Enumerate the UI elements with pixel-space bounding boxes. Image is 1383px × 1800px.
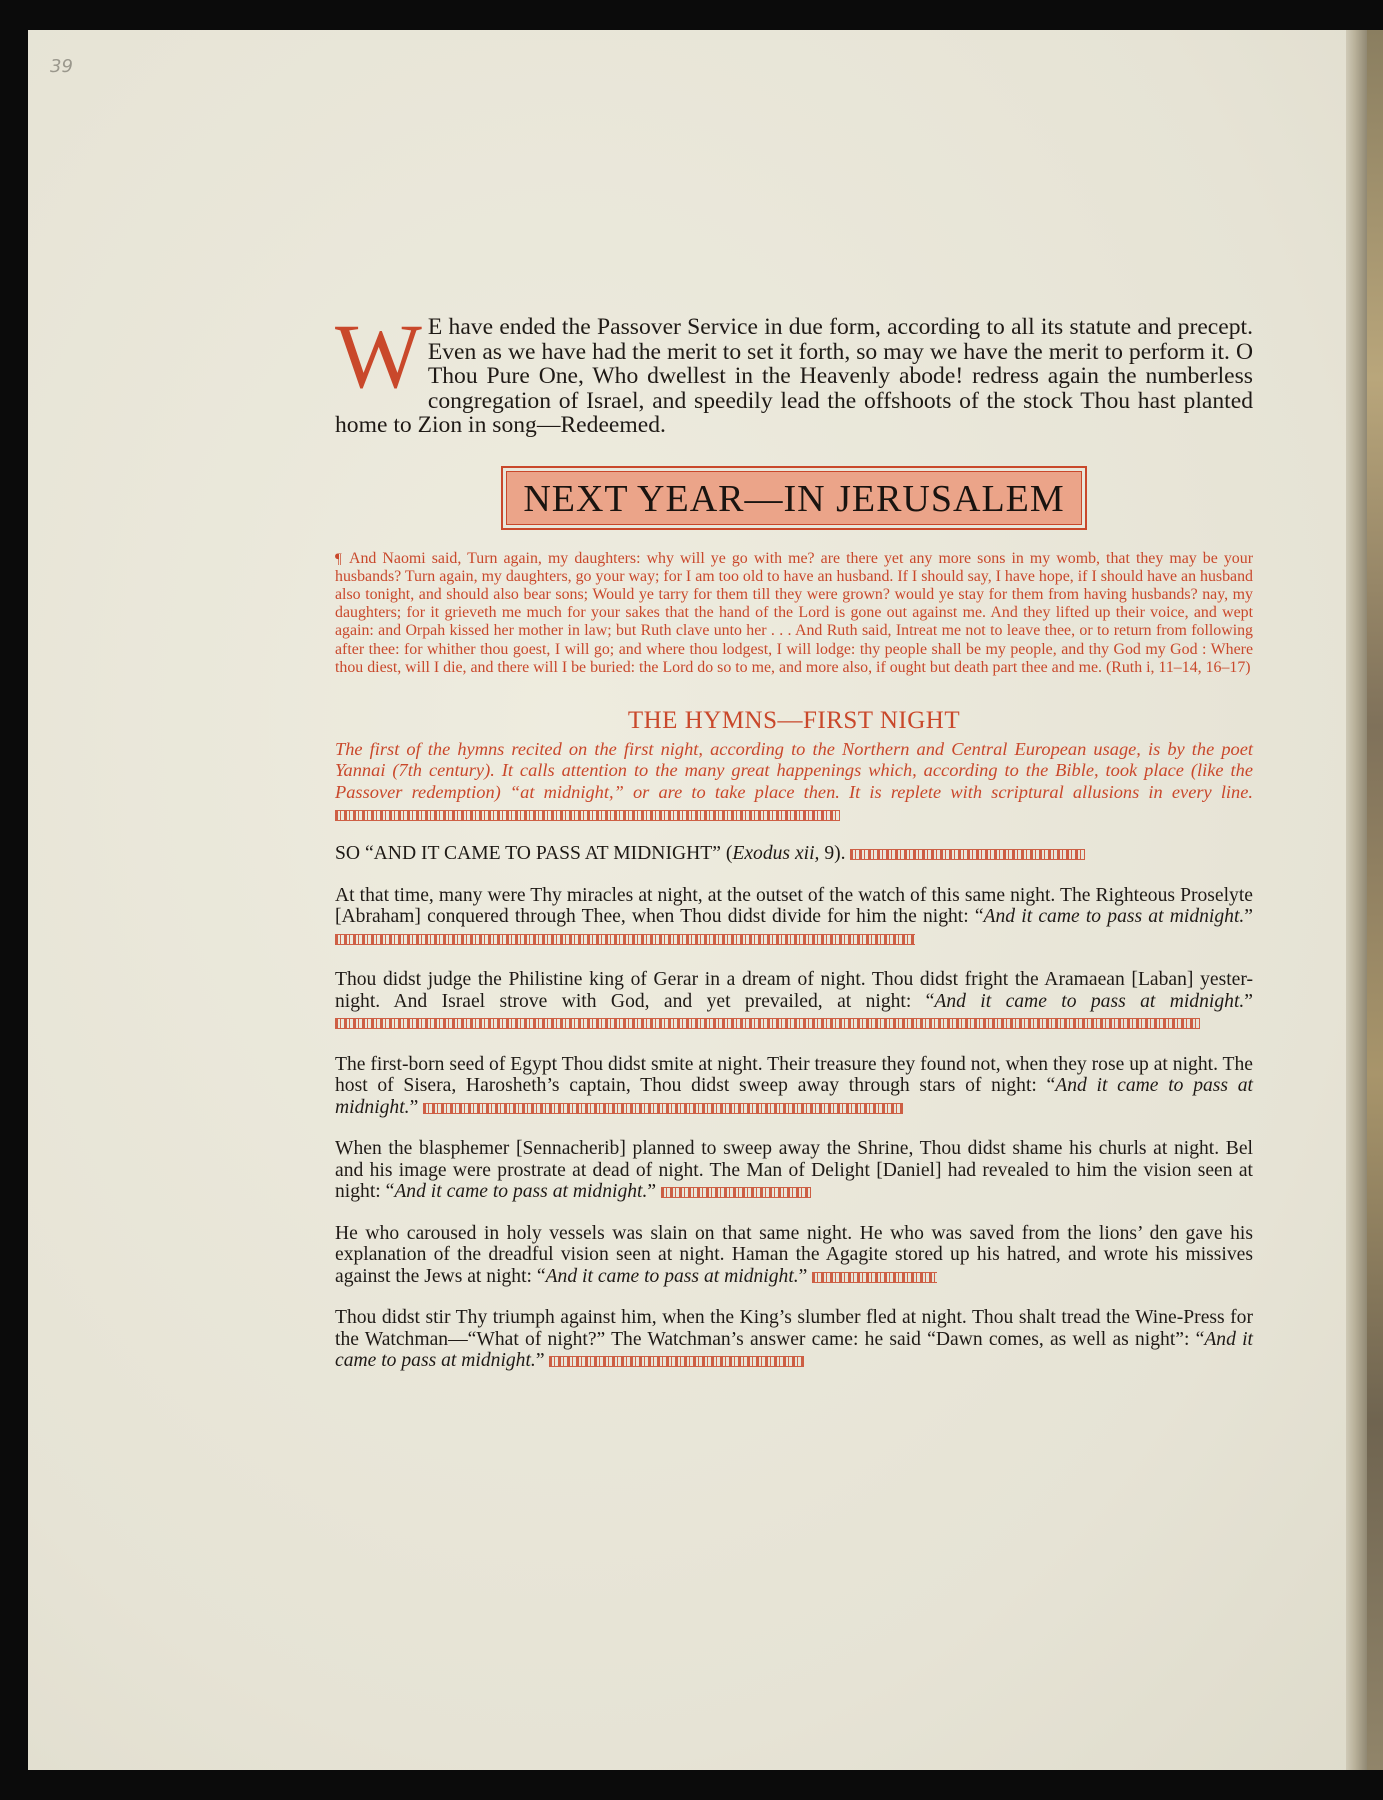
hymns-note-text: The first of the hymns recited on the first night, according to the Northern and Central European usage, is by the poet Yannai (7th century). It calls attention to the many great happenings which, according to the Bible, took place (like the Passover redemption) “at midnight,” or are to take place then. It is replete with scriptural allusions in every line. [335,738,1253,802]
stanza-close: ” [1244,906,1253,928]
stanza-text: The first-born seed of Egypt Thou didst smite at night. Their treasure they found not, when they rose up at night. The host of Sisera, Harosheth’s captain, Thou didst sweep away through stars of night: “ [335,1053,1253,1097]
stanza-refrain: And it came to pass at midnight. [983,906,1245,928]
ruth-text: And Naomi said, Turn again, my daughters: why will ye go with me? are there yet any more sons in my womb, that they may be your husbands? Turn again, my daughters, go your way; for I am too old to have an husband. If I should say, I have hope, if I should have an husband also tonight, and should also bear sons; Would ye tarry for them till they were grown? would ye stay for them from having husbands? nay, my daughters; for it grieveth me much for your sakes that the hand of the Lord is gone out against me. And they lifted up their voice, and wept again: and Orpah kissed her mother in law; but Ruth clave unto her . . . And Ruth said, Intreat me not to leave thee, or to return from following after thee: for whither thou goest, I will go; and where thou lodgest, I will lodge: thy people shall be my people, and thy God my God : Where thou diest, will I die, and there will I be buried: the Lord do so to me, and more also, if ought but death part thee and me. [335,549,1253,676]
ornament-border [812,1272,937,1283]
stanza [335,1307,1253,1372]
stanza-refrain: And it came to pass at midnight. [394,1181,648,1203]
stanza-refrain: And it came to pass at midnight. [545,1265,799,1287]
ornament-border [335,810,840,821]
stanza-text: He who caroused in holy vessels was slain on that same night. He who was saved from the lions’ den gave his explanation of the dreadful vision seen at night. Haman the Agagite stored up his hatred, and wrote his missives against the Jews at night: “ [335,1222,1253,1287]
stanza-refrain: And it came to pass at midnight. [335,1075,1253,1118]
ornament-border [850,849,1085,860]
drop-cap: W [335,305,422,407]
hymns-title: THE HYMNS—FIRST NIGHT [627,706,961,734]
stanza [335,1054,1253,1119]
adjacent-page-edge [1367,30,1383,1770]
ornament-border [661,1187,811,1198]
stanza-close: ” [535,1350,545,1372]
stanza [335,885,1253,950]
banner-frame [501,466,1086,530]
stanza-text: At that time, many were Thy miracles at night, at the outset of the watch of this same night. The Righteous Proselyte [Abraham] conquered through Thee, when Thou didst divide for him the night: “ [335,884,1253,928]
folio-number: 39 [50,56,73,77]
page-content [335,305,1253,1372]
stanza-text: Thou didst stir Thy triumph against him, when the King’s slumber fled at night. Thou shalt tread the Wine-Press for the Watchman—“What of night?” The Watchman’s answer came: he said “Dawn comes, as well as night”: “ [335,1307,1253,1350]
ruth-passage [335,550,1253,677]
ornament-border [335,934,915,945]
so-line-text: SO “AND IT CAME TO PASS AT MIDNIGHT” ( [335,842,733,864]
so-line [335,843,1253,865]
stanza-refrain: And it came to pass at midnight. [934,990,1245,1012]
book-page [28,30,1368,1770]
banner-wrap [335,466,1253,530]
stanza-close: ” [798,1265,808,1287]
ornament-border [423,1103,903,1114]
stanza-close: ” [409,1096,419,1118]
stanza-text: When the blasphemer [Sennacherib] planned to sweep away the Shrine, Thou didst shame his churls at night. Bel and his image were prostrate at dead of night. The Man of Delight [Daniel] had revealed to him the vision seen at night: “ [335,1138,1253,1203]
ruth-citation: (Ruth i, 11–14, 16–17) [1105,658,1251,676]
pilcrow-icon: ¶ [335,550,342,567]
so-line-ref: Exodus xii, [732,842,820,864]
hymns-note [335,739,1253,825]
stanza-text: Thou didst judge the Philistine king of Gerar in a dream of night. Thou didst fright the Aramaean [Laban] yester-night. And Israel strove with God, and yet prevailed, at night: “ [335,969,1253,1012]
stanza-close: ” [647,1181,657,1203]
banner-title: NEXT YEAR—IN JERUSALEM [506,471,1081,525]
stanza-refrain: And it came to pass at midnight. [335,1328,1253,1372]
intro-text: E have ended the Passover Service in due form, according to all its statute and precept. Even as we have had the merit to set it forth, so may we have the merit to perform it. O Thou Pure One, Who dwellest in the Heavenly abode! redress again the numberless congregation of Israel, and speedily lead the offshoots of the stock Thou hast planted home to Zion in song—Redeemed. [335,314,1253,438]
stanza [335,1223,1253,1288]
stanza-close: ” [1244,990,1253,1012]
stanza [335,1138,1253,1203]
stanza [335,969,1253,1034]
ornament-border [335,1018,1200,1029]
intro-paragraph [335,305,1253,438]
so-line-end: 9). [819,842,846,864]
page-edge [1346,30,1368,1770]
ornament-border [549,1356,804,1367]
